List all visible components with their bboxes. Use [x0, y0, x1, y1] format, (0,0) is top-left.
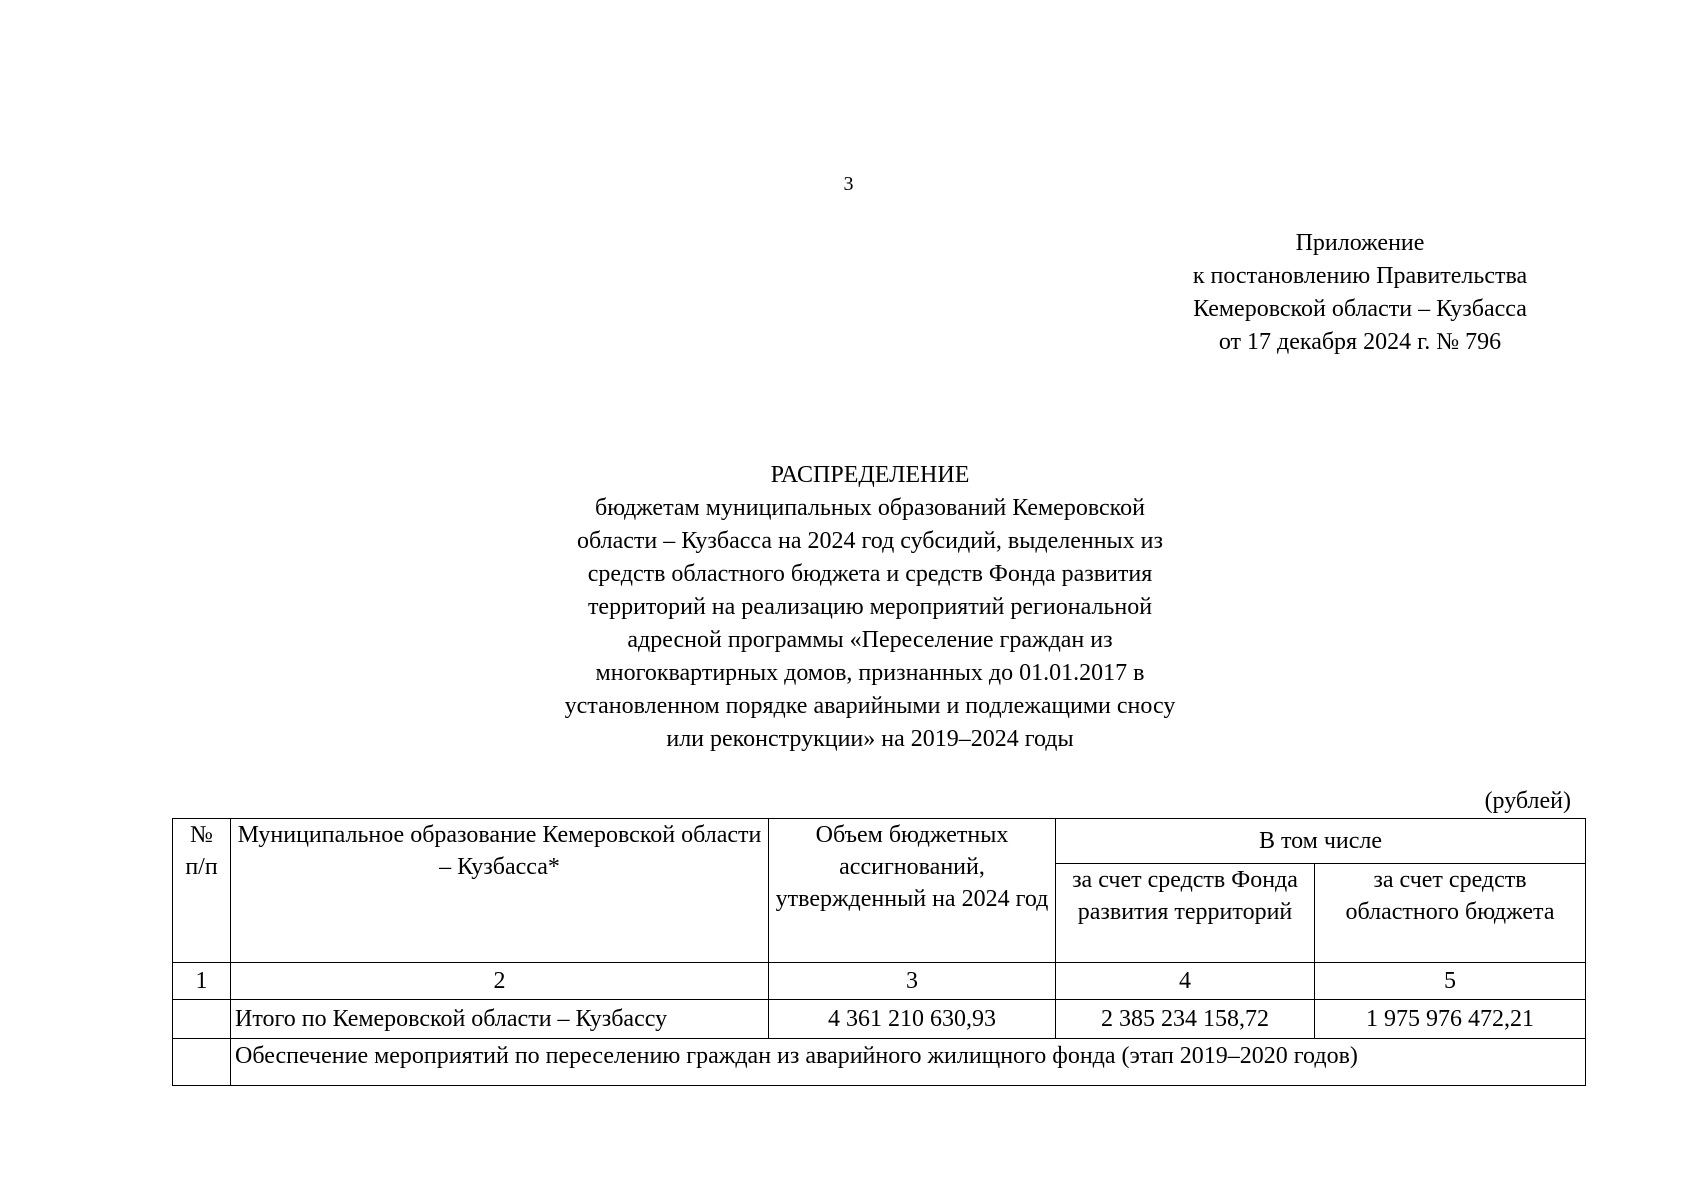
- page-number: 3: [843, 173, 854, 195]
- column-number: 1: [173, 963, 231, 1000]
- header-regional: за счет средств областного бюджета: [1315, 864, 1586, 963]
- total-regional: 1 975 976 472,21: [1315, 1000, 1586, 1039]
- appendix-line: к постановлению Правительства: [1192, 263, 1528, 289]
- total-num: [173, 1000, 231, 1039]
- appendix-line: Приложение: [1295, 230, 1425, 256]
- column-number: 5: [1315, 963, 1586, 1000]
- header-num-line2: п/п: [185, 854, 218, 880]
- total-volume: 4 361 210 630,93: [769, 1000, 1056, 1039]
- header-including: В том числе: [1056, 819, 1586, 864]
- title-line: адресной программы «Переселение граждан из: [627, 627, 1113, 653]
- appendix-block: [1150, 227, 1570, 359]
- header-fund: за счет средств Фонда развития территорий: [1056, 864, 1315, 963]
- appendix-line: от 17 декабря 2024 г. № 796: [1218, 329, 1502, 355]
- title-line: или реконструкции» на 2019–2024 годы: [666, 726, 1074, 752]
- table-header-row: [173, 819, 1586, 864]
- title-line: средств областного бюджета и средств Фонда развития: [587, 561, 1153, 587]
- title-line: области – Кузбасса на 2024 год субсидий, выделенных из: [577, 528, 1163, 554]
- title-heading: РАСПРЕДЕЛЕНИЕ: [770, 462, 970, 488]
- column-number: 4: [1056, 963, 1315, 1000]
- header-volume: Объем бюджетных ассигнований, утвержденный на 2024 год: [769, 819, 1056, 963]
- section-row: [173, 1039, 1586, 1086]
- title-line: бюджетам муниципальных образований Кемеровской: [595, 495, 1145, 521]
- total-row: [173, 1000, 1586, 1039]
- title-line: территорий на реализацию мероприятий региональной: [587, 594, 1153, 620]
- column-number-row: [173, 963, 1586, 1000]
- units-label: (рублей): [1484, 788, 1571, 814]
- appendix-line: Кемеровской области – Кузбасса: [1193, 296, 1527, 322]
- column-number: 2: [231, 963, 769, 1000]
- header-num-line1: №: [190, 822, 213, 848]
- header-municipality: Муниципальное образование Кемеровской области – Кузбасса*: [231, 819, 769, 963]
- title-line: многоквартирных домов, признанных до 01.01.2017 в: [595, 660, 1145, 686]
- total-name: Итого по Кемеровской области – Кузбассу: [231, 1000, 769, 1039]
- section-title: Обеспечение мероприятий по переселению граждан из аварийного жилищного фонда (этап 2019–2020 годов): [231, 1039, 1586, 1086]
- section-num: [173, 1039, 231, 1086]
- distribution-table: [172, 818, 1586, 1086]
- title-line: установленном порядке аварийными и подлежащими сносу: [564, 693, 1176, 719]
- column-number: 3: [769, 963, 1056, 1000]
- header-num: [173, 819, 231, 963]
- document-title: [420, 459, 1320, 756]
- total-fund: 2 385 234 158,72: [1056, 1000, 1315, 1039]
